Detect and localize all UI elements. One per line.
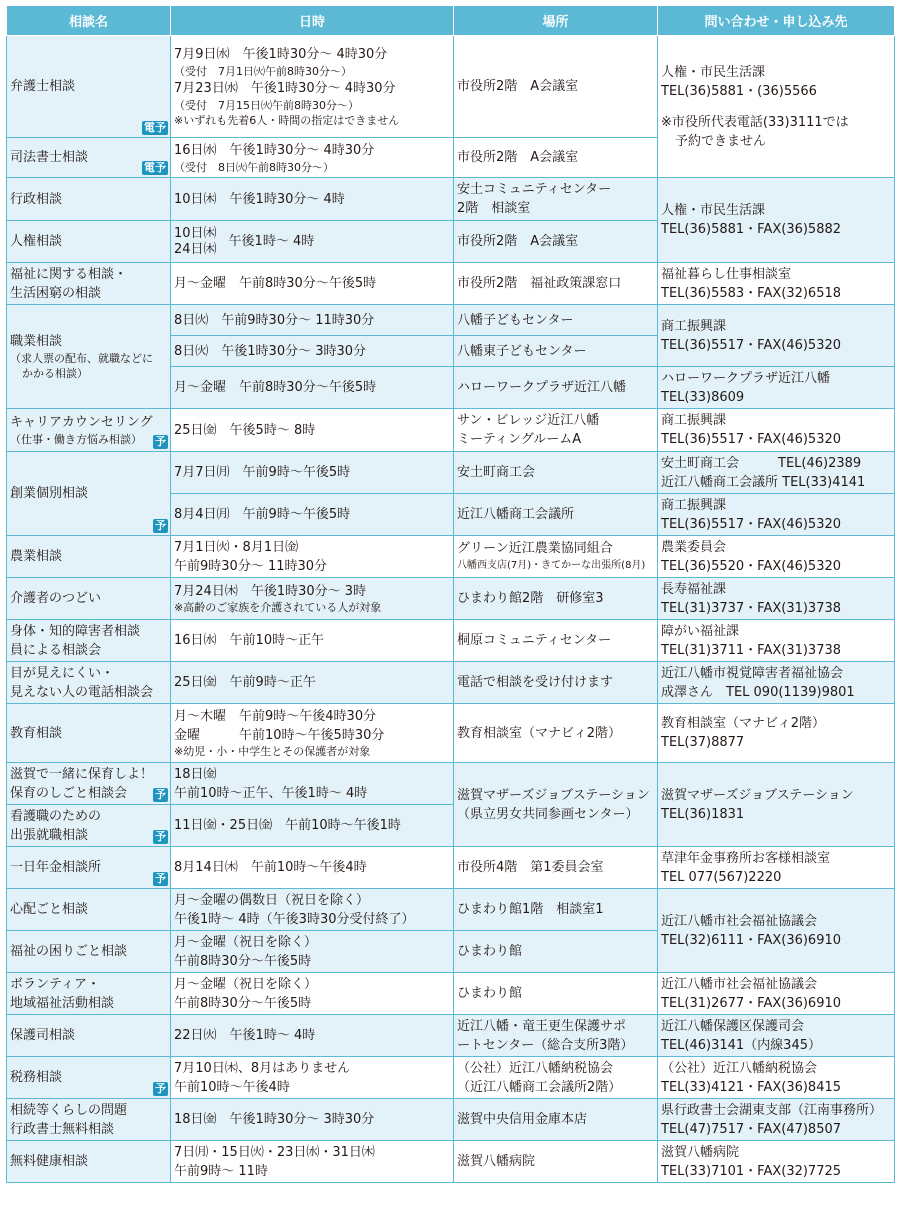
row-place: 市役所2階 A会議室: [454, 36, 658, 138]
row-contact: 人権・市民生活課 TEL(36)5881・FAX(36)5882: [658, 178, 895, 263]
row-place: 市役所4階 第1委員会室: [454, 847, 658, 889]
row-place: 電話で相談を受け付けます: [454, 662, 658, 704]
row-place: 教育相談室（マナビィ2階）: [454, 704, 658, 763]
row-name: 滋賀で一緒に保育しよ！ 保育のしごと相談会 予: [7, 763, 171, 805]
row-datetime: 7月24日㈭ 午後1時30分～ 3時 ※高齢のご家族を介護されている人が対象: [171, 578, 454, 620]
row-name: 保護司相談: [7, 1015, 171, 1057]
row-contact: 人権・市民生活課 TEL(36)5881・(36)5566 ※市役所代表電話(33)3111では 予約できません: [658, 36, 895, 178]
row-datetime: 8日㈫ 午後1時30分～ 3時30分: [171, 336, 454, 367]
reservation-badge: 予: [155, 1082, 166, 1095]
row-place: 滋賀マザーズジョブステーション （県立男女共同参画センター）: [454, 763, 658, 847]
row-datetime: 7月7日㈪ 午前9時～午後5時: [171, 452, 454, 494]
row-name: 福祉の困りごと相談: [7, 931, 171, 973]
row-place: 八幡東子どもセンター: [454, 336, 658, 367]
reservation-badge: 予: [155, 435, 166, 448]
row-place: 市役所2階 A会議室: [454, 221, 658, 263]
row-place: 桐原コミュニティセンター: [454, 620, 658, 662]
row-datetime: 10日㈭ 24日㈭ 午後1時～ 4時: [171, 221, 454, 263]
row-contact: 安土町商工会 TEL(46)2389 近江八幡商工会議所 TEL(33)4141: [658, 452, 895, 494]
row-contact: 近江八幡市社会福祉協議会 TEL(31)2677・FAX(36)6910: [658, 973, 895, 1015]
row-contact: （公社）近江八幡納税協会 TEL(33)4121・FAX(36)8415: [658, 1057, 895, 1099]
row-datetime: 22日㈫ 午後1時～ 4時: [171, 1015, 454, 1057]
row-datetime: 月～金曜 午前8時30分～午後5時: [171, 367, 454, 409]
row-datetime: 8月4日㈪ 午前9時～午後5時: [171, 494, 454, 536]
row-name: 身体・知的障害者相談 員による相談会: [7, 620, 171, 662]
row-datetime: 7月9日㈬ 午後1時30分～ 4時30分 （受付 7月1日㈫午前8時30分～） 7月23日㈬ 午後1時30分～ 4時30分 （受付 7月15日㈫午前8時30分～） ※いずれも先着6人・時間の指定はできません: [171, 36, 454, 138]
row-datetime: 月～金曜（祝日を除く） 午前8時30分～午後5時: [171, 973, 454, 1015]
table-row: [7, 178, 895, 221]
row-contact: 商工振興課 TEL(36)5517・FAX(46)5320: [658, 409, 895, 452]
row-name: 福祉に関する相談・ 生活困窮の相談: [7, 263, 171, 305]
reservation-badge: 電予: [144, 161, 166, 174]
row-contact: 県行政書士会湖東支部（江南事務所） TEL(47)7517・FAX(47)8507: [658, 1099, 895, 1141]
row-datetime: 16日㈬ 午前10時～正午: [171, 620, 454, 662]
row-contact: 長寿福祉課 TEL(31)3737・FAX(31)3738: [658, 578, 895, 620]
row-contact: 草津年金事務所お客様相談室 TEL 077(567)2220: [658, 847, 895, 889]
row-name: 弁護士相談 電予: [7, 36, 171, 138]
reservation-badge: 予: [155, 519, 166, 532]
row-name: 目が見えにくい・ 見えない人の電話相談会: [7, 662, 171, 704]
row-contact: 近江八幡市視覚障害者福祉協会 成澤さん TEL 090(1139)9801: [658, 662, 895, 704]
row-name: 農業相談: [7, 536, 171, 578]
row-datetime: 7月1日㈫・8月1日㈮ 午前9時30分～ 11時30分: [171, 536, 454, 578]
row-datetime: 月～金曜の偶数日（祝日を除く） 午後1時～ 4時（午後3時30分受付終了）: [171, 889, 454, 931]
row-place: ひまわり館1階 相談室1: [454, 889, 658, 931]
table-row: [7, 263, 895, 305]
table-row: [7, 536, 895, 578]
row-place: ひまわり館: [454, 931, 658, 973]
row-contact: 福祉暮らし仕事相談室 TEL(36)5583・FAX(32)6518: [658, 263, 895, 305]
header-row: [7, 6, 895, 36]
row-contact: 近江八幡保護区保護司会 TEL(46)3141（内線345）: [658, 1015, 895, 1057]
row-place: グリーン近江農業協同組合 八幡西支店(7月)・きてかーな出張所(8月): [454, 536, 658, 578]
row-name: ボランティア・ 地域福祉活動相談: [7, 973, 171, 1015]
row-datetime: 16日㈬ 午後1時30分～ 4時30分 （受付 8日㈫午前8時30分～）: [171, 138, 454, 178]
table-row: [7, 973, 895, 1015]
row-place: 滋賀中央信用金庫本店: [454, 1099, 658, 1141]
table-row: [7, 763, 895, 805]
row-contact: 障がい福祉課 TEL(31)3711・FAX(31)3738: [658, 620, 895, 662]
table-row: [7, 662, 895, 704]
table-row: [7, 889, 895, 931]
row-place: 市役所2階 福祉政策課窓口: [454, 263, 658, 305]
row-datetime: 7月10日㈭、8月はありません 午前10時～午後4時: [171, 1057, 454, 1099]
row-datetime: 18日㈮ 午後1時30分～ 3時30分: [171, 1099, 454, 1141]
reservation-badge: 予: [155, 788, 166, 801]
row-datetime: 25日㈮ 午後5時～ 8時: [171, 409, 454, 452]
row-name: 相続等くらしの問題 行政書士無料相談: [7, 1099, 171, 1141]
row-datetime: 11日㈮・25日㈮ 午前10時～午後1時: [171, 805, 454, 847]
row-name: 税務相談 予: [7, 1057, 171, 1099]
row-name: 教育相談: [7, 704, 171, 763]
row-contact: ハローワークプラザ近江八幡 TEL(33)8609: [658, 367, 895, 409]
row-place: 市役所2階 A会議室: [454, 138, 658, 178]
row-datetime: 8月14日㈭ 午前10時～午後4時: [171, 847, 454, 889]
row-datetime: 25日㈮ 午前9時～正午: [171, 662, 454, 704]
reservation-badge: 予: [155, 830, 166, 843]
row-place: 安土町商工会: [454, 452, 658, 494]
row-place: ハローワークプラザ近江八幡: [454, 367, 658, 409]
header-name: 相談名: [7, 6, 171, 36]
row-place: 安土コミュニティセンター 2階 相談室: [454, 178, 658, 221]
table-row: [7, 305, 895, 336]
row-place: （公社）近江八幡納税協会 （近江八幡商工会議所2階）: [454, 1057, 658, 1099]
row-name: 行政相談: [7, 178, 171, 221]
table-row: [7, 1099, 895, 1141]
row-datetime: 月～金曜 午前8時30分～午後5時: [171, 263, 454, 305]
row-name: 司法書士相談 電予: [7, 138, 171, 178]
table-row: [7, 1057, 895, 1099]
row-datetime: 8日㈫ 午前9時30分～ 11時30分: [171, 305, 454, 336]
row-name: キャリアカウンセリング （仕事・働き方悩み相談） 予: [7, 409, 171, 452]
header-contact: 問い合わせ・申し込み先: [658, 6, 895, 36]
header-place: 場所: [454, 6, 658, 36]
table-row: [7, 847, 895, 889]
table-row: [7, 36, 895, 138]
row-contact: 滋賀マザーズジョブステーション TEL(36)1831: [658, 763, 895, 847]
row-place: 滋賀八幡病院: [454, 1141, 658, 1183]
reservation-badge: 予: [155, 872, 166, 885]
row-name: 職業相談 （求人票の配布、就職などに かかる相談）: [7, 305, 171, 409]
row-place: 近江八幡商工会議所: [454, 494, 658, 536]
row-name: 看護職のための 出張就職相談 予: [7, 805, 171, 847]
consultation-table: [6, 5, 895, 1183]
table-row: [7, 452, 895, 494]
table-row: [7, 704, 895, 763]
row-place: サン・ビレッジ近江八幡 ミーティングルームA: [454, 409, 658, 452]
row-contact: 商工振興課 TEL(36)5517・FAX(46)5320: [658, 305, 895, 367]
row-place: ひまわり館2階 研修室3: [454, 578, 658, 620]
table-row: [7, 1141, 895, 1183]
row-datetime: 7日㈪・15日㈫・23日㈬・31日㈭ 午前9時～ 11時: [171, 1141, 454, 1183]
row-contact: 商工振興課 TEL(36)5517・FAX(46)5320: [658, 494, 895, 536]
row-place: 近江八幡・竜王更生保護サポ ートセンター（総合支所3階）: [454, 1015, 658, 1057]
row-datetime: 18日㈮ 午前10時～正午、午後1時～ 4時: [171, 763, 454, 805]
row-contact: 農業委員会 TEL(36)5520・FAX(46)5320: [658, 536, 895, 578]
row-datetime: 10日㈭ 午後1時30分～ 4時: [171, 178, 454, 221]
table-row: [7, 578, 895, 620]
row-contact: 滋賀八幡病院 TEL(33)7101・FAX(32)7725: [658, 1141, 895, 1183]
header-datetime: 日時: [171, 6, 454, 36]
row-contact: 教育相談室（マナビィ2階） TEL(37)8877: [658, 704, 895, 763]
row-datetime: 月～金曜（祝日を除く） 午前8時30分～午後5時: [171, 931, 454, 973]
row-name: 人権相談: [7, 221, 171, 263]
row-name: 無料健康相談: [7, 1141, 171, 1183]
row-name: 心配ごと相談: [7, 889, 171, 931]
table-row: [7, 1015, 895, 1057]
row-place: 八幡子どもセンター: [454, 305, 658, 336]
row-datetime: 月～木曜 午前9時～午後4時30分 金曜 午前10時～午後5時30分 ※幼児・小・中学生とその保護者が対象: [171, 704, 454, 763]
row-name: 介護者のつどい: [7, 578, 171, 620]
reservation-badge: 電予: [144, 121, 166, 134]
row-name: 一日年金相談所 予: [7, 847, 171, 889]
row-contact: 近江八幡市社会福祉協議会 TEL(32)6111・FAX(36)6910: [658, 889, 895, 973]
row-place: ひまわり館: [454, 973, 658, 1015]
row-name: 創業個別相談 予: [7, 452, 171, 536]
table-row: [7, 409, 895, 452]
table-row: [7, 620, 895, 662]
